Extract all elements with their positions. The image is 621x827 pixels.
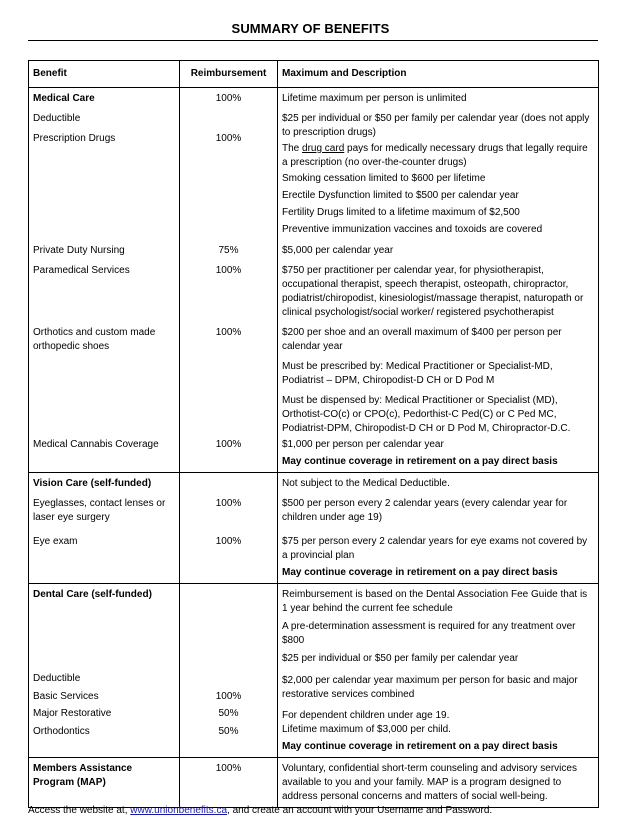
vision-exam-rate: 100%: [215, 536, 242, 547]
dental-major-restorative: Major Restorative: [33, 708, 112, 719]
vision-desc-col: [278, 473, 599, 584]
medical-orthotics-desc: $200 per shoe and an overall maximum of $400 per person per calendar year: [282, 327, 562, 352]
rx-desc-post: pays for medically necessary drugs that legally require a prescription (no over-the-counter drugs): [282, 143, 588, 168]
union-benefits-link[interactable]: www.unionbenefits.ca: [130, 805, 228, 816]
vision-heading: Vision Care (self-funded): [33, 478, 152, 489]
medical-para-rate: 100%: [215, 265, 242, 276]
dental-rate-spacer: [184, 588, 273, 690]
vision-benefit-col: [29, 473, 180, 584]
dental-section: [29, 584, 599, 758]
footer-post: , and create an account with your Username and Password.: [227, 805, 493, 816]
header-description: Maximum and Description: [278, 61, 599, 88]
vision-rate-col: [180, 473, 278, 584]
dental-orthodontics: Orthodontics: [33, 726, 90, 737]
medical-benefit-col: [29, 88, 180, 473]
medical-rx-rate: 100%: [215, 133, 242, 144]
dental-basic-desc: $2,000 per calendar year maximum per person for basic and major restorative services combined: [282, 675, 578, 700]
map-heading: Members Assistance Program (MAP): [33, 763, 133, 788]
vision-eyeglasses-rate: 100%: [215, 498, 242, 509]
map-rate: 100%: [215, 763, 242, 774]
medical-private-duty-nursing: Private Duty Nursing: [33, 245, 125, 256]
drug-card-link[interactable]: drug card: [302, 143, 345, 154]
vision-eye-exam: Eye exam: [33, 536, 78, 547]
medical-orthotics: Orthotics and custom made orthopedic shoes: [33, 327, 156, 352]
dental-spacer: [33, 655, 175, 672]
dental-ortho-rate: 50%: [218, 726, 239, 737]
table-header-row: [29, 61, 599, 88]
dental-deductible-desc: $25 per individual or $50 per family per calendar year: [282, 653, 519, 664]
medical-cannabis-desc: $1,000 per person per calendar year: [282, 439, 444, 450]
medical-fertility: Fertility Drugs limited to a lifetime maximum of $2,500: [282, 207, 520, 218]
medical-prescribed-by: Must be prescribed by: Medical Practitioner or Specialist-MD, Podiatrist – DPM, Chiropodist-D CH or D Pod M: [282, 361, 553, 386]
dental-retirement-note: May continue coverage in retirement on a pay direct basis: [282, 741, 558, 752]
medical-heading-rate: 100%: [215, 93, 242, 104]
dental-basic-rate: 100%: [215, 691, 242, 702]
medical-nursing-desc: $5,000 per calendar year: [282, 245, 394, 256]
vision-section: [29, 473, 599, 584]
medical-prescription-drugs: Prescription Drugs: [33, 133, 116, 144]
vision-retirement-note: May continue coverage in retirement on a pay direct basis: [282, 567, 558, 578]
medical-rate-col: [180, 88, 278, 473]
medical-cannabis: Medical Cannabis Coverage: [33, 439, 159, 450]
dental-major-rate: 50%: [218, 708, 239, 719]
header-benefit: Benefit: [29, 61, 180, 88]
rx-desc-pre: The: [282, 143, 303, 154]
page-title: SUMMARY OF BENEFITS: [231, 21, 390, 36]
medical-section: [29, 88, 599, 473]
medical-ed: Erectile Dysfunction limited to $500 per calendar year: [282, 190, 519, 201]
benefits-table: [28, 60, 599, 808]
dental-fee-guide: Reimbursement is based on the Dental Association Fee Guide that is 1 year behind the current fee schedule: [282, 589, 588, 614]
medical-desc-col: [278, 88, 599, 473]
map-section: [29, 758, 599, 808]
medical-deductible-desc: $25 per individual or $50 per family per calendar year (does not apply to prescription drugs): [282, 113, 590, 138]
medical-heading: Medical Care: [33, 93, 95, 104]
dental-predetermination: A pre-determination assessment is required for any treatment over $800: [282, 621, 576, 646]
medical-nursing-rate: 75%: [218, 245, 239, 256]
medical-deductible: Deductible: [33, 113, 81, 124]
map-rate-col: [180, 758, 278, 808]
dental-deductible: Deductible: [33, 673, 81, 684]
map-desc: Voluntary, confidential short-term counseling and advisory services available to you and your family. MAP is a program designed to address personal concerns and matters of social well-being.: [282, 763, 577, 802]
dental-ortho-desc1: For dependent children under age 19.: [282, 710, 450, 721]
medical-para-desc: $750 per practitioner per calendar year, for physiotherapist, occupational therapist, speech therapist, osteopath, chiropractor, podiatrist/chiropodist, kinesiologist/massage therapist, naturopath or clinical psychologist/social worker/ registered psychotherapist: [282, 265, 584, 318]
dental-heading: Dental Care (self-funded): [33, 589, 152, 600]
medical-orthotics-rate: 100%: [215, 327, 242, 338]
vision-eyeglasses: Eyeglasses, contact lenses or laser eye surgery: [33, 498, 166, 523]
medical-rx-desc: [282, 142, 594, 172]
vision-heading-rate-spacer: [184, 477, 273, 497]
vision-heading-desc: Not subject to the Medical Deductible.: [282, 478, 450, 489]
medical-smoking: Smoking cessation limited to $600 per lifetime: [282, 173, 486, 184]
header-reimbursement: Reimbursement: [180, 61, 278, 88]
vision-eyeglasses-desc: $500 per person every 2 calendar years (every calendar year for children under age 19): [282, 498, 568, 523]
title-rule: [28, 40, 598, 41]
footer-pre: Access the website at,: [28, 805, 131, 816]
dental-desc-col: [278, 584, 599, 758]
medical-heading-desc: Lifetime maximum per person is unlimited: [282, 93, 467, 104]
dental-benefit-col: [29, 584, 180, 758]
map-desc-col: [278, 758, 599, 808]
medical-cannabis-rate: 100%: [215, 439, 242, 450]
footer-note: [28, 804, 492, 818]
dental-rate-col: [180, 584, 278, 758]
medical-paramedical-services: Paramedical Services: [33, 265, 130, 276]
vision-exam-desc: $75 per person every 2 calendar years for eye exams not covered by a provincial plan: [282, 536, 588, 561]
dental-basic-services: Basic Services: [33, 691, 99, 702]
medical-retirement-note: May continue coverage in retirement on a pay direct basis: [282, 456, 558, 467]
medical-vaccines: Preventive immunization vaccines and toxoids are covered: [282, 224, 543, 235]
medical-dispensed-by: Must be dispensed by: Medical Practitioner or Specialist (MD), Orthotist-CO(c) or CPO(c), Pedorthist-C Ped(C) or C Ped MC, Podiatrist-DPM, Chiropodist-D CH or D Pod M, Chiropractor-D.C.: [282, 395, 571, 434]
map-benefit-col: [29, 758, 180, 808]
dental-ortho-desc2: Lifetime maximum of $3,000 per child.: [282, 724, 451, 735]
